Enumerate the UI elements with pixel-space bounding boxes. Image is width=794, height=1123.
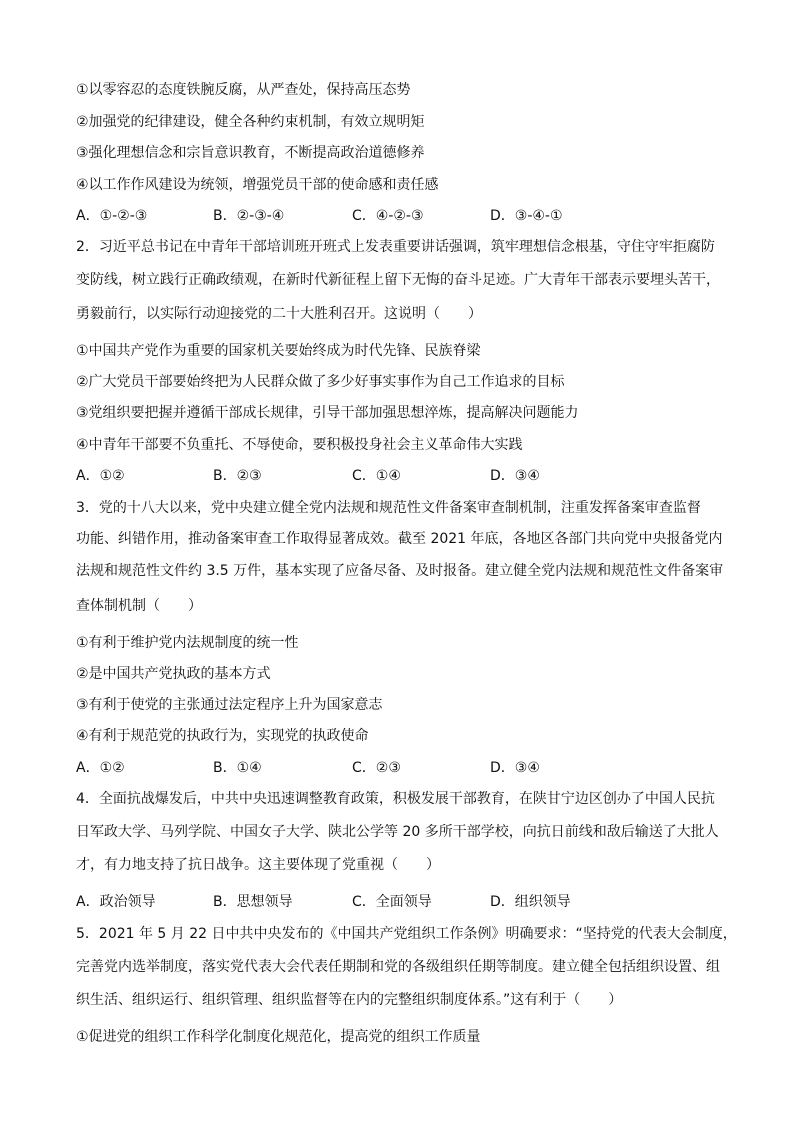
option-a: A．政治领导 [76,894,156,910]
q3-options [76,758,726,778]
option-a: A．①② [76,468,125,484]
q3-stem-line-4: 查体制机制（ ） [76,598,202,614]
q5-stem-line-2: 完善党内选举制度，落实党代表大会代表任期制和党的各级组织任期等制度。建立健全包括组织设置、组 [76,959,720,975]
q3-stem-line-2: 功能、纠错作用，推动备案审查工作取得显著成效。截至 2021 年底，各地区各部门共向党中央报备党内 [76,531,723,547]
intro-item-4: ④以工作作风建设为统领，增强党员干部的使命感和责任感 [76,177,439,193]
q2-item-4: ④中青年干部要不负重托、不辱使命，要积极投身社会主义革命伟大实践 [76,437,523,453]
q2-item-2: ②广大党员干部要始终把为人民群众做了多少好事实事作为自己工作追求的目标 [76,374,565,390]
q4-stem-line-3: 才，有力地支持了抗日战争。这主要体现了党重视（ ） [76,857,440,873]
q5-stem-line-1: 5．2021 年 5 月 22 日中共中央发布的《中国共产党组织工作条例》明确要求：“坚持党的代表大会制度， [76,926,737,942]
q2-item-3: ③党组织要把握并遵循干部成长规律，引导干部加强思想淬炼，提高解决问题能力 [76,405,579,421]
option-b: B．②-③-④ [213,208,285,224]
option-c: C．④-②-③ [352,208,424,224]
option-c: C．②③ [352,760,401,776]
option-d: D．③④ [490,468,540,484]
q5-item-1: ①促进党的组织工作科学化制度化规范化，提高党的组织工作质量 [76,1029,481,1045]
q4-stem-line-2: 日军政大学、马列学院、中国女子大学、陕北公学等 20 多所干部学校，向抗日前线和敌后输送了大批人 [76,824,719,840]
intro-options [76,206,726,226]
q3-item-4: ④有利于规范党的执政行为，实现党的执政使命 [76,728,369,744]
intro-item-3: ③强化理想信念和宗旨意识教育，不断提高政治道德修养 [76,145,425,161]
q3-item-2: ②是中国共产党执政的基本方式 [76,666,271,682]
q2-stem-line-2: 变防线，树立践行正确政绩观，在新时代新征程上留下无悔的奋斗足迹。广大青年干部表示要埋头苦干， [76,272,720,288]
q2-item-1: ①中国共产党作为重要的国家机关要始终成为时代先锋、民族脊梁 [76,343,481,359]
q3-item-1: ①有利于维护党内法规制度的统一性 [76,635,299,651]
q4-stem-line-1: 4．全面抗战爆发后，中共中央迅速调整教育政策，积极发展干部教育，在陕甘宁边区创办了中国人民抗 [76,791,715,807]
intro-item-1: ①以零容忍的态度铁腕反腐，从严查处，保持高压态势 [76,82,411,98]
q2-options [76,466,726,486]
q3-stem-line-3: 法规和规范性文件约 3.5 万件，基本实现了应备尽备、及时报备。建立健全党内法规和规范性文件备案审 [76,563,724,579]
option-b: B．思想领导 [213,894,293,910]
intro-item-2: ②加强党的纪律建设，健全各种约束机制，有效立规明矩 [76,114,425,130]
option-d: D．③-④-① [490,208,563,224]
q2-stem-line-3: 勇毅前行，以实际行动迎接党的二十大胜利召开。这说明（ ） [76,306,482,322]
option-c: C．全面领导 [352,894,432,910]
q2-stem-line-1: 2．习近平总书记在中青年干部培训班开班式上发表重要讲话强调，筑牢理想信念根基，守住守牢拒腐防 [76,239,715,255]
option-b: B．②③ [213,468,262,484]
option-a: A．①-②-③ [76,208,148,224]
q5-stem-line-3: 织生活、组织运行、组织管理、组织监督等在内的完整组织制度体系。”这有利于（ ） [76,992,623,1008]
q3-item-3: ③有利于使党的主张通过法定程序上升为国家意志 [76,697,383,713]
option-a: A．①② [76,760,125,776]
option-d: D．③④ [490,760,540,776]
option-d: D．组织领导 [490,894,571,910]
q3-stem-line-1: 3．党的十八大以来，党中央建立健全党内法规和规范性文件备案审查制机制，注重发挥备案审查监督 [76,500,701,516]
option-b: B．①④ [213,760,262,776]
option-c: C．①④ [352,468,401,484]
q4-options [76,892,726,912]
